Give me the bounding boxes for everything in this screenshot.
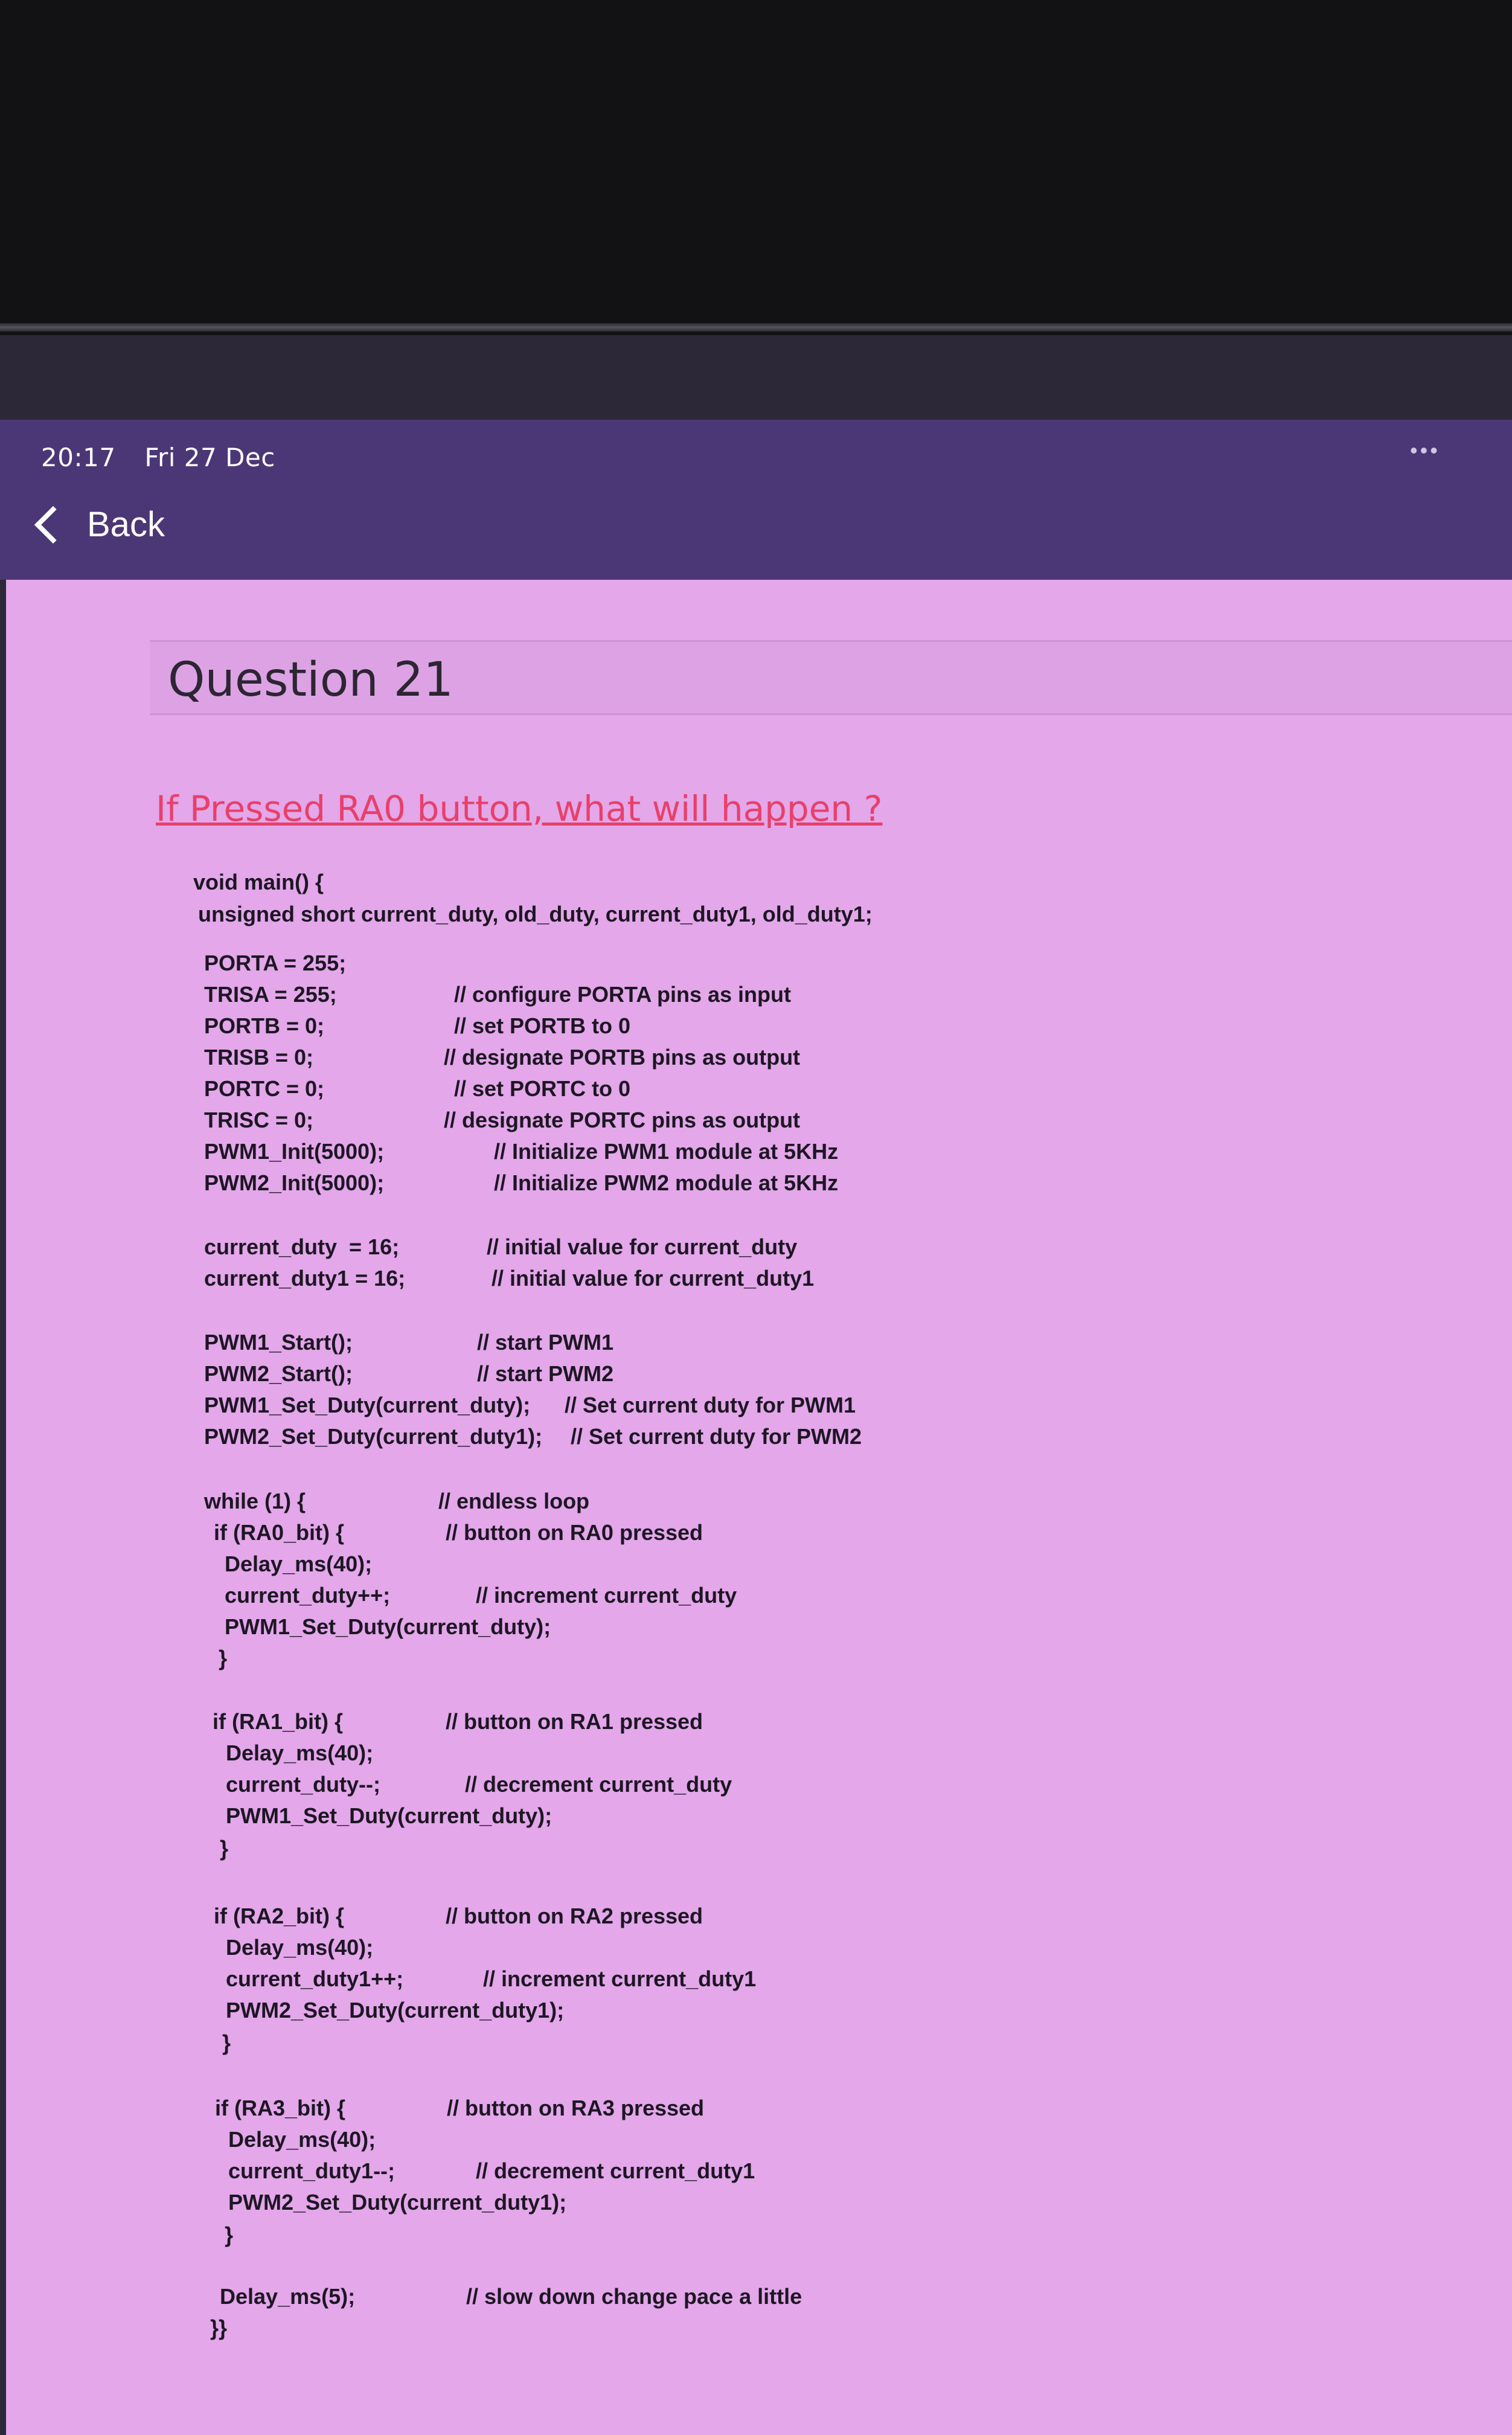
code-comment: // increment current_duty [476, 1583, 737, 1608]
code-line: TRISA = 255; [204, 982, 337, 1007]
more-options-icon[interactable]: ••• [1410, 438, 1440, 463]
code-line: Delay_ms(40); [226, 1740, 374, 1765]
code-line: TRISC = 0; [204, 1108, 314, 1132]
chevron-left-icon [34, 505, 72, 543]
code-line: } [225, 2222, 234, 2247]
code-line: PWM1_Init(5000); [204, 1139, 385, 1164]
back-button-label: Back [87, 505, 165, 544]
code-line: PWM2_Init(5000); [204, 1170, 385, 1195]
code-line: PORTC = 0; [204, 1076, 325, 1101]
code-line: Delay_ms(5); [220, 2284, 356, 2309]
code-line: void main() { [193, 870, 324, 894]
code-comment: // decrement current_duty [465, 1772, 732, 1797]
code-line: while (1) { [204, 1489, 306, 1513]
code-line: current_duty1--; [228, 2158, 396, 2183]
status-date: Fri 27 Dec [144, 443, 275, 472]
code-line: Delay_ms(40); [228, 2127, 376, 2152]
code-block [6, 580, 1512, 2435]
code-line: if (RA1_bit) { [213, 1709, 343, 1734]
code-line: PWM2_Set_Duty(current_duty1); [228, 2190, 567, 2215]
code-line: Delay_ms(40); [225, 1551, 373, 1576]
code-line: current_duty1 = 16; [204, 1266, 406, 1291]
question-title: Question 21 [168, 653, 453, 707]
code-comment: // button on RA0 pressed [446, 1520, 703, 1545]
code-line: PWM1_Set_Duty(current_duty); [204, 1393, 531, 1417]
code-line: PORTB = 0; [204, 1013, 325, 1038]
code-comment: // initial value for current_duty [487, 1234, 798, 1259]
question-prompt: If Pressed RA0 button, what will happen ? [156, 788, 883, 829]
code-line: Delay_ms(40); [226, 1935, 374, 1960]
code-comment: // decrement current_duty1 [476, 2158, 755, 2183]
code-line: if (RA2_bit) { [214, 1904, 344, 1928]
code-line: } [219, 1646, 228, 1670]
code-comment: // button on RA3 pressed [447, 2096, 705, 2120]
code-comment: // Initialize PWM1 module at 5KHz [494, 1139, 839, 1164]
code-line: TRISB = 0; [204, 1045, 314, 1070]
question-content [6, 580, 1512, 2435]
code-line: PORTA = 255; [204, 951, 347, 975]
code-line: unsigned short current_duty, old_duty, current_duty1, old_duty1; [198, 902, 873, 926]
tablet-screen [0, 335, 1512, 2435]
status-bar [41, 443, 296, 472]
code-comment: // designate PORTB pins as output [444, 1045, 801, 1070]
code-line: PWM1_Set_Duty(current_duty); [226, 1803, 553, 1828]
code-line: PWM2_Set_Duty(current_duty1); [226, 1998, 565, 2023]
code-line: if (RA0_bit) { [214, 1520, 344, 1545]
code-line: if (RA3_bit) { [215, 2096, 345, 2120]
code-comment: // set PORTB to 0 [454, 1013, 631, 1038]
code-comment: // Initialize PWM2 module at 5KHz [494, 1170, 839, 1195]
code-comment: // set PORTC to 0 [454, 1076, 631, 1101]
code-comment: // configure PORTA pins as input [454, 982, 792, 1007]
code-comment: // increment current_duty1 [483, 1966, 757, 1991]
code-comment: // initial value for current_duty1 [492, 1266, 815, 1291]
code-comment: // endless loop [438, 1489, 590, 1513]
code-line: PWM2_Start(); [204, 1361, 353, 1386]
code-line: } [220, 1836, 229, 1861]
code-line: current_duty--; [226, 1772, 381, 1797]
code-line: PWM2_Set_Duty(current_duty1); [204, 1424, 543, 1449]
code-comment: // Set current duty for PWM1 [565, 1393, 856, 1417]
code-line: current_duty1++; [226, 1966, 404, 1991]
code-line: }} [210, 2315, 228, 2340]
back-button[interactable] [31, 504, 165, 545]
code-comment: // slow down change pace a little [466, 2284, 802, 2309]
code-comment: // start PWM1 [477, 1330, 614, 1355]
code-line: current_duty++; [225, 1583, 391, 1608]
code-comment: // start PWM2 [477, 1361, 614, 1386]
code-line: PWM1_Set_Duty(current_duty); [225, 1614, 551, 1639]
code-line: PWM1_Start(); [204, 1330, 353, 1355]
code-comment: // designate PORTC pins as output [444, 1108, 801, 1132]
code-line: } [222, 2030, 231, 2055]
code-comment: // button on RA1 pressed [446, 1709, 703, 1734]
status-time: 20:17 [41, 443, 116, 472]
code-comment: // button on RA2 pressed [446, 1904, 703, 1928]
code-line: current_duty = 16; [204, 1234, 400, 1259]
device-edge [0, 323, 1512, 332]
code-comment: // Set current duty for PWM2 [571, 1424, 862, 1449]
